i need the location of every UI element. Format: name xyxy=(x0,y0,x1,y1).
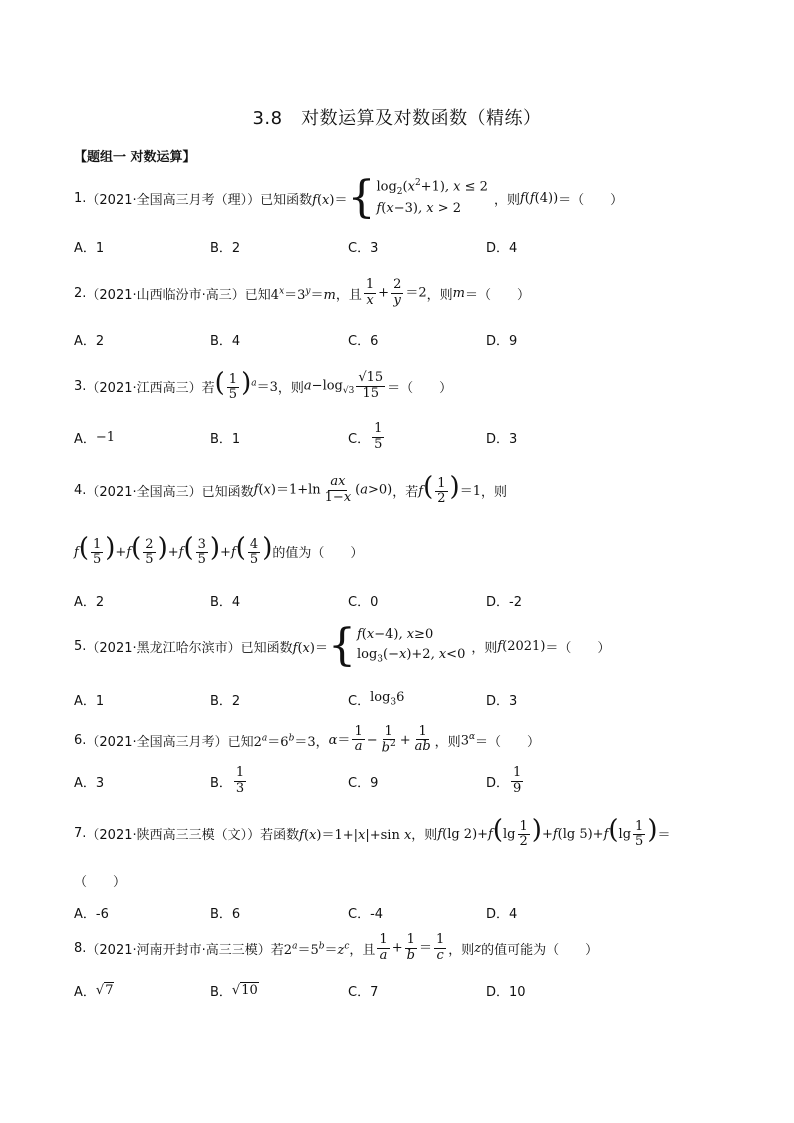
question-source: （2021·全国高三月考） xyxy=(86,734,228,750)
question-8 xyxy=(74,928,598,968)
option-a[interactable]: A．1 xyxy=(74,240,105,256)
question-6 xyxy=(74,720,540,760)
option-b[interactable]: B． $\frac{1}{3}$ xyxy=(210,765,245,796)
option-d[interactable]: D．3 xyxy=(486,693,518,709)
formula: $4^x=3^y=m$ xyxy=(270,286,336,303)
question-source: （2021·陕西高三三模（文）） xyxy=(86,827,261,843)
question-number: 1. xyxy=(74,190,87,206)
options-4 xyxy=(74,585,774,615)
question-number: 4. xyxy=(74,482,87,498)
question-lead: 若 xyxy=(270,942,284,958)
question-3 xyxy=(74,364,452,408)
question-tail: ，则 xyxy=(448,942,475,958)
option-a[interactable]: A．2 xyxy=(74,594,105,610)
option-a[interactable]: A．3 xyxy=(74,775,105,791)
option-d[interactable]: D．-2 xyxy=(486,594,522,610)
option-d[interactable]: D．10 xyxy=(486,984,526,1000)
question-mid: ，且 xyxy=(349,942,376,958)
formula: $a-\log_{√3}$ $\frac{√15}{15}$ xyxy=(303,370,384,401)
question-end: ＝ xyxy=(657,827,671,843)
options-3 xyxy=(74,422,774,452)
option-b[interactable]: B． √10 xyxy=(210,982,258,1000)
answer-blank: （ ） xyxy=(74,874,127,890)
formula: f(x)＝1+|x|+sin x xyxy=(299,827,412,843)
question-end: 的值为（ ） xyxy=(272,545,364,561)
option-b[interactable]: B．4 xyxy=(210,594,241,610)
option-c[interactable]: C．-4 xyxy=(348,906,384,922)
formula: $3^\alpha$ xyxy=(460,731,476,749)
option-c[interactable]: C．9 xyxy=(348,775,379,791)
question-number: 6. xyxy=(74,732,87,748)
question-7 xyxy=(74,810,670,856)
option-d[interactable]: D．4 xyxy=(486,906,518,922)
option-b[interactable]: B．2 xyxy=(210,693,241,709)
option-a[interactable]: A．2 xyxy=(74,333,105,349)
group-title: 【题组一 对数运算】 xyxy=(74,150,196,165)
question-source: （2021·全国高三月考（理）） xyxy=(86,192,261,208)
formula: m xyxy=(452,285,465,301)
question-number: 3. xyxy=(74,378,87,394)
page-title: 3.8 对数运算及对数函数（精练） xyxy=(252,108,542,129)
formula: α＝ $\frac{1}{a}$ − $\frac{1}{b^2}$ + $\frac{1}{ab}$ xyxy=(328,723,431,756)
question-source: （2021·河南开封市·高三三模） xyxy=(86,942,271,958)
question-tail: ，若 xyxy=(392,484,419,500)
option-c[interactable]: C． $\log_36$ xyxy=(348,690,405,709)
option-a[interactable]: A．1 xyxy=(74,693,105,709)
question-source: （2021·江西高三） xyxy=(86,380,202,396)
question-tail: ，则 xyxy=(411,827,438,843)
question-number: 2. xyxy=(74,285,87,301)
question-mid: ，且 xyxy=(335,287,362,303)
formula: f(x)＝ xyxy=(292,640,328,656)
option-d[interactable]: D．3 xyxy=(486,431,518,447)
option-b[interactable]: B．1 xyxy=(210,431,241,447)
formula: f( $\frac{1}{2}$ )＝1 xyxy=(418,471,481,506)
option-a[interactable]: A． −1 xyxy=(74,429,116,447)
options-7 xyxy=(74,897,774,927)
question-end: ，则 xyxy=(480,484,507,500)
piecewise-formula: f(x−4), x≥0 $\log_3(-x)+2$, x<0 xyxy=(356,626,466,665)
option-d[interactable]: D． $\frac{1}{9}$ xyxy=(486,765,522,796)
question-4 xyxy=(74,468,507,512)
options-8 xyxy=(74,975,774,1005)
question-tail: ，则 xyxy=(493,192,520,208)
formula-brace: { xyxy=(347,172,376,223)
question-lead: 已知函数 xyxy=(201,484,254,500)
options-6 xyxy=(74,766,774,796)
question-end: ＝（ ） xyxy=(545,640,611,656)
question-lead: 已知函数 xyxy=(240,640,293,656)
option-b[interactable]: B．2 xyxy=(210,240,241,256)
formula: $2^a=6^b=3$ xyxy=(253,733,316,750)
question-lead: 已知函数 xyxy=(260,192,313,208)
formula: f(x)＝1+ln $\frac{ax}{1-x}$ (a>0) xyxy=(253,474,393,505)
question-7-line-2 xyxy=(74,868,126,892)
question-1 xyxy=(74,170,623,226)
piecewise-formula: $\log_2(x^2+1)$, x ≤ 2 f(x−3), x > 2 xyxy=(376,177,488,217)
question-number: 8. xyxy=(74,940,87,956)
question-5 xyxy=(74,620,610,672)
question-end: 的值可能为（ ） xyxy=(481,942,599,958)
option-c[interactable]: C．7 xyxy=(348,984,379,1000)
question-source: （2021·山西临汾市·高三） xyxy=(86,287,245,303)
option-b[interactable]: B．6 xyxy=(210,906,241,922)
option-a[interactable]: A． √7 xyxy=(74,982,114,1000)
question-source: （2021·全国高三） xyxy=(86,484,202,500)
option-d[interactable]: D．4 xyxy=(486,240,518,256)
option-c[interactable]: C．6 xyxy=(348,333,379,349)
option-c[interactable]: C．0 xyxy=(348,594,379,610)
question-number: 5. xyxy=(74,638,87,654)
question-lead: 已知 xyxy=(244,287,271,303)
question-number: 7. xyxy=(74,825,87,841)
formula: ( $\frac{1}{5}$ )$^a$＝3 xyxy=(214,367,278,402)
question-end: ＝（ ） xyxy=(475,734,541,750)
question-tail: ，则 xyxy=(277,380,304,396)
question-tail: ，则 xyxy=(434,734,461,750)
formula: f(2021) xyxy=(497,638,546,654)
option-d[interactable]: D．9 xyxy=(486,333,518,349)
option-c[interactable]: C． $\frac{1}{5}$ xyxy=(348,421,383,452)
formula: z xyxy=(474,940,482,956)
options-2 xyxy=(74,324,774,354)
question-lead: 若函数 xyxy=(260,827,300,843)
option-a[interactable]: A．-6 xyxy=(74,906,109,922)
question-end: ＝（ ） xyxy=(464,287,530,303)
formula: $2^a=5^b=z^c$ xyxy=(283,941,350,958)
question-source: （2021·黑龙江哈尔滨市） xyxy=(86,640,241,656)
question-2 xyxy=(74,272,530,314)
formula: f(f(4)) xyxy=(519,190,559,206)
question-lead: 若 xyxy=(201,380,215,396)
question-lead: 已知 xyxy=(227,734,254,750)
option-b[interactable]: B．4 xyxy=(210,333,241,349)
question-mid: ， xyxy=(315,734,329,750)
formula: $\frac{1}{a}$ + $\frac{1}{b}$ ＝ $\frac{1}{c}$ xyxy=(379,932,445,963)
options-1 xyxy=(74,231,774,261)
formula-brace: { xyxy=(327,620,356,671)
question-4-line-2 xyxy=(74,528,363,574)
question-end: ＝（ ） xyxy=(387,380,453,396)
formula: f( $\frac{1}{5}$ )+f( $\frac{2}{5}$ )+f( $\frac{3}{5}$ )+f( $\frac{4}{5}$ ) xyxy=(74,532,273,567)
formula: f(x)＝ xyxy=(312,192,348,208)
question-tail: ，则 xyxy=(471,640,498,656)
options-5 xyxy=(74,684,774,714)
formula: f(lg 2)+f(lg $\frac{1}{2}$ )+f(lg 5)+f(lg $\frac{1}{5}$ ) xyxy=(437,814,658,849)
question-tail: ，则 xyxy=(426,287,453,303)
question-end: ＝（ ） xyxy=(558,192,624,208)
option-c[interactable]: C．3 xyxy=(348,240,379,256)
formula: $\frac{1}{x}$ + $\frac{2}{y}$ ＝2 xyxy=(365,277,427,308)
